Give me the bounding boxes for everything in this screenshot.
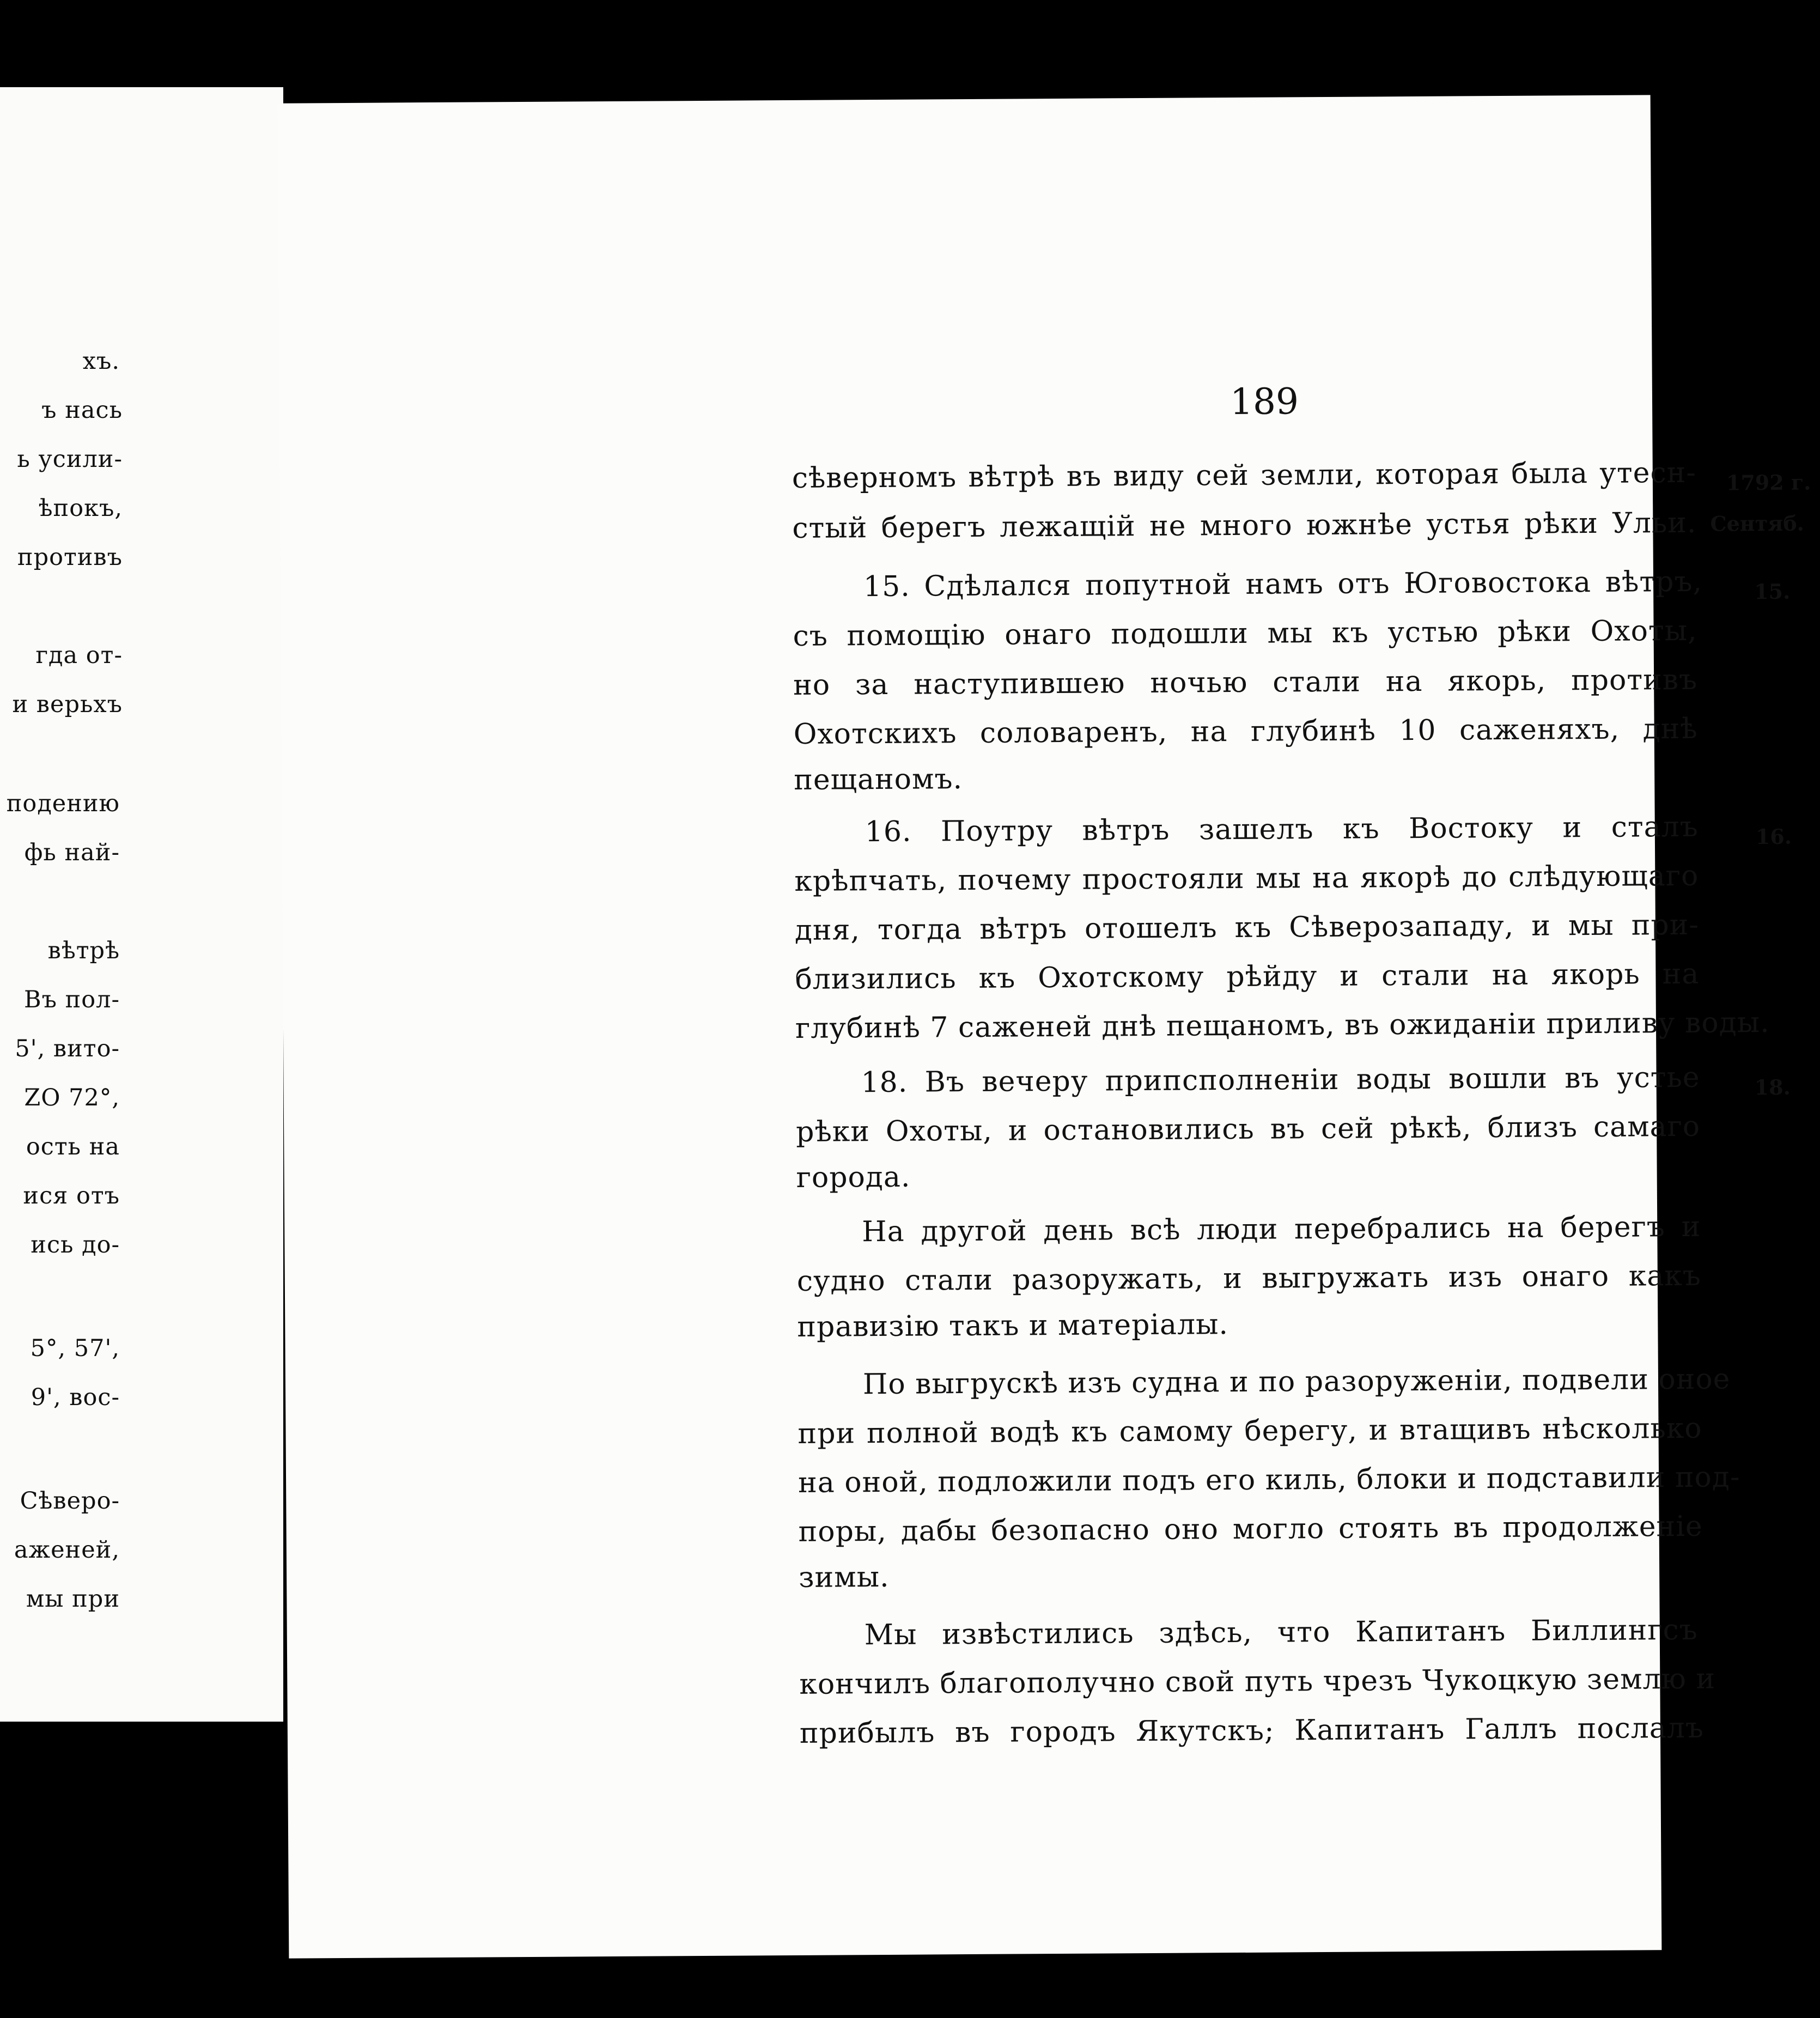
left-page-line: подению: [6, 790, 120, 817]
left-page-line: Въ пол-: [23, 986, 120, 1013]
left-page-line: 5', вито-: [15, 1035, 120, 1062]
text-line: на оной, подложили подъ его киль, блоки и подставили под-: [798, 1461, 1740, 1499]
text-line: глубинѣ 7 саженей днѣ пещаномъ, въ ожиданіи приливу воды.: [795, 1006, 1770, 1045]
left-page-fragment: [0, 87, 283, 1722]
right-page: [278, 95, 1811, 1958]
left-page-line: ѣпокъ,: [38, 495, 123, 522]
left-page-line: ость на: [26, 1133, 120, 1160]
text-line: но за наступившею ночью стали на якорь, противъ: [793, 663, 1698, 702]
text-line: правизію такъ и матеріалы.: [797, 1308, 1229, 1344]
left-page-line: вѣтрѣ: [47, 937, 120, 964]
margin-note-date: 18.: [1754, 1074, 1791, 1100]
left-page-line: и верьхъ: [12, 691, 123, 718]
left-page-line: ись до-: [31, 1231, 120, 1259]
text-line: 18. Въ вечеру припсполненіи воды вошли въ устье: [861, 1061, 1700, 1099]
text-line: близились къ Охотскому рѣйду и стали на якорь на: [795, 957, 1700, 996]
left-page-line: мы при: [26, 1585, 120, 1613]
text-line: кончилъ благополучно свой путь чрезъ Чукоцкую землю и: [799, 1662, 1716, 1701]
text-line: Мы извѣстились здѣсь, что Капитанъ Биллингсъ: [864, 1613, 1698, 1652]
text-line: зимы.: [798, 1560, 890, 1594]
text-line: при полной водѣ къ самому берегу, и втащивъ нѣсколько: [798, 1412, 1702, 1450]
text-line: 16. Поутру вѣтръ зашелъ къ Востоку и сталъ: [865, 810, 1699, 849]
text-line: По выгрускѣ изъ судна и по разоруженіи, подвели оное: [862, 1363, 1731, 1401]
text-line: судно стали разоружать, и выгружать изъ онаго какъ: [796, 1259, 1702, 1298]
text-line: поры, дабы безопасно оно могло стоять въ продолженіе: [798, 1510, 1703, 1548]
page-number: 189: [1229, 380, 1299, 423]
text-line: рѣки Охоты, и остановились въ сей рѣкѣ, близъ самаго: [795, 1110, 1701, 1148]
margin-note-date: 15.: [1754, 579, 1791, 604]
text-line: крѣпчать, почему простояли мы на якорѣ до слѣдующаго: [794, 859, 1699, 898]
left-page-line: гда от-: [35, 642, 123, 669]
text-line: 15. Сдѣлался попутной намъ отъ Юговостока вѣтръ,: [863, 565, 1703, 604]
left-page-line: ися отъ: [23, 1182, 120, 1209]
left-page-line: хъ.: [82, 348, 120, 375]
left-page-line: Сѣверо-: [20, 1487, 120, 1515]
text-line: Охотскихъ соловаренъ, на глубинѣ 10 саженяхъ, днѣ: [793, 712, 1698, 751]
margin-note-month: Сентяб.: [1710, 510, 1804, 536]
text-line: сѣверномъ вѣтрѣ въ виду сей земли, которая была утесн-: [792, 456, 1696, 495]
left-page-line: аженей,: [14, 1536, 120, 1564]
left-page-line: ъ нась: [41, 397, 123, 424]
left-page-line: ZO 72°,: [24, 1084, 120, 1111]
text-line: города.: [796, 1160, 911, 1194]
text-line: дня, тогда вѣтръ отошелъ къ Сѣверозападу, и мы при-: [794, 908, 1700, 947]
text-line: На другой день всѣ люди перебрались на берегъ и: [862, 1210, 1701, 1249]
left-page-line: 5°, 57',: [30, 1335, 120, 1362]
margin-note-year: 1792 г.: [1726, 470, 1811, 495]
text-line: прибылъ въ городъ Якутскъ; Капитанъ Галлъ послалъ: [799, 1711, 1705, 1750]
left-page-line: противъ: [17, 544, 123, 571]
margin-note-date: 16.: [1755, 824, 1792, 849]
left-page-line: 9', вос-: [31, 1384, 120, 1411]
left-page-line: ь усили-: [17, 446, 123, 473]
text-line: съ помощію онаго подошли мы къ устью рѣки Охоты,: [793, 614, 1697, 653]
left-page-line: фь най-: [24, 839, 120, 866]
text-line: пещаномъ.: [794, 763, 963, 797]
text-line: стый берегъ лежащій не много южнѣе устья рѣки Ульи.: [792, 506, 1697, 545]
